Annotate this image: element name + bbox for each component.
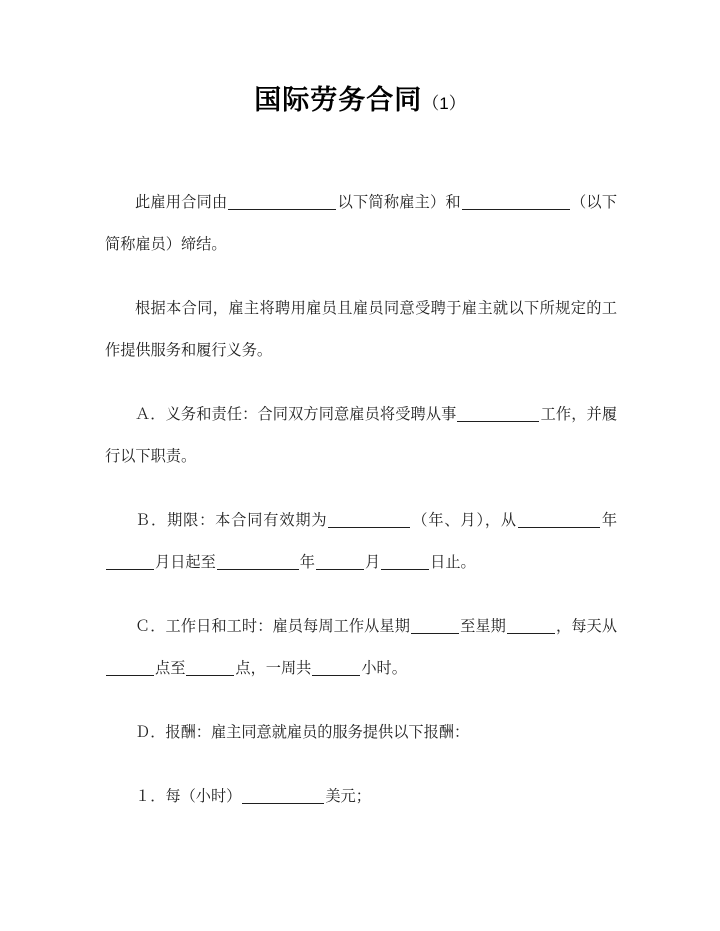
clause-b-text-1: Ｂ．期限：本合同有效期为 xyxy=(135,512,328,529)
page-title-suffix: （1） xyxy=(422,94,466,113)
blank-start-year[interactable] xyxy=(518,512,600,528)
blank-end-year[interactable] xyxy=(217,554,299,570)
clause-c-text-3: ，每天从 xyxy=(555,618,618,635)
clause-b-text-7: 日止。 xyxy=(430,554,476,571)
blank-hourly-rate[interactable] xyxy=(242,788,324,804)
clause-c-text-5: 点，一周共 xyxy=(235,660,312,677)
blank-end-month[interactable] xyxy=(316,554,364,570)
blank-term-duration[interactable] xyxy=(328,512,410,528)
document-body xyxy=(105,182,617,818)
blank-end-day[interactable] xyxy=(381,554,429,570)
page-title xyxy=(0,78,720,117)
clause-c-text-1: Ｃ．工作日和工时：雇员每周工作从星期 xyxy=(135,618,410,635)
intro-text-1: 此雇用合同由 xyxy=(135,194,228,211)
item-1-text-2: 美元； xyxy=(325,788,371,805)
clause-b-text-3: 年 xyxy=(600,512,618,529)
paragraph-clause-d: Ｄ．报酬：雇主同意就雇员的服务提供以下报酬： xyxy=(135,724,470,741)
paragraph-item-1 xyxy=(105,776,617,818)
clause-b-text-2: （年、月），从 xyxy=(411,512,517,529)
item-1-text-1: １．每（小时） xyxy=(135,788,242,805)
blank-job-position[interactable] xyxy=(457,406,539,422)
page-title-main: 国际劳务合同 xyxy=(254,85,423,115)
clause-a-text-2: 工作，并履行以下职责。 xyxy=(105,406,618,465)
paragraph-clause-b xyxy=(105,500,617,584)
blank-employee-name[interactable] xyxy=(462,194,570,210)
intro-text-2: 以下简称雇主）和 xyxy=(337,194,461,211)
clause-c-text-4: 点至 xyxy=(155,660,186,677)
paragraph-clause-a xyxy=(105,394,617,478)
clause-c-text-2: 至星期 xyxy=(459,618,506,635)
clause-b-text-5: 年 xyxy=(299,554,315,571)
blank-week-start-day[interactable] xyxy=(411,618,459,634)
blank-daily-end-hour[interactable] xyxy=(186,660,234,676)
blank-daily-start-hour[interactable] xyxy=(106,660,154,676)
blank-week-end-day[interactable] xyxy=(507,618,555,634)
blank-weekly-hours[interactable] xyxy=(312,660,360,676)
clause-a-text-1: Ａ．义务和责任：合同双方同意雇员将受聘从事 xyxy=(135,406,457,423)
paragraph-clause-c xyxy=(105,606,617,690)
clause-b-text-4: 月日起至 xyxy=(155,554,216,571)
blank-start-month[interactable] xyxy=(106,554,154,570)
clause-c-text-6: 小时。 xyxy=(361,660,407,677)
paragraph-intro xyxy=(105,182,617,266)
intro-text-3: （以下简称雇员）缔结。 xyxy=(105,194,618,253)
paragraph-basis: 根据本合同，雇主将聘用雇员且雇员同意受聘于雇主就以下所规定的工作提供服务和履行义务。 xyxy=(105,300,617,359)
clause-b-text-6: 月 xyxy=(364,554,381,571)
blank-employer-name[interactable] xyxy=(228,194,336,210)
